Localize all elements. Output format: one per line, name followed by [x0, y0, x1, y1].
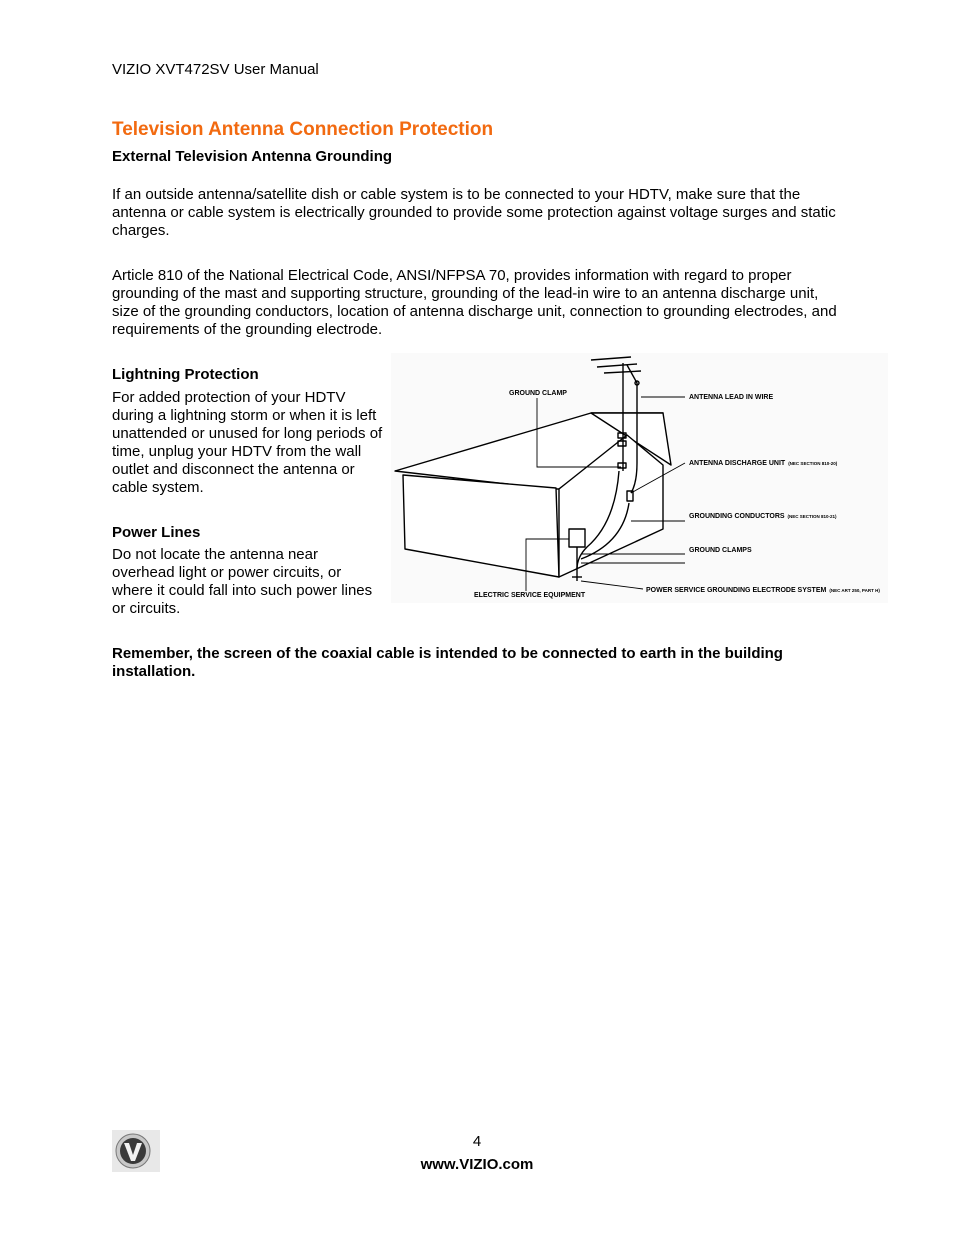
label-power-service-ref: (NEC ART 250, PART H): [829, 588, 880, 593]
paragraph-article-810: Article 810 of the National Electrical Code, ANSI/NFPSA 70, provides information with regard to proper grounding of the mast and supporting structure, grounding of the lead-in wire to an antenna discharge unit, size of the grounding conductors, location of antenna discharge unit, connection to grounding electrodes, and requirements of the grounding electrode.: [112, 267, 837, 338]
antenna-element-2: [597, 364, 637, 367]
antenna-element-1: [591, 357, 631, 360]
lightning-protection-text: For added protection of your HDTV during a lightning storm or when it is left unattended or unused for long periods of time, unplug your HDTV from the wall outlet and disconnect the antenna or cable system.: [112, 389, 383, 496]
page-header-title: VIZIO XVT472SV User Manual: [112, 61, 319, 78]
label-ground-clamps: GROUND CLAMPS: [689, 547, 752, 554]
footer-url-link[interactable]: www.VIZIO.com: [420, 1156, 534, 1173]
label-ground-clamp: GROUND CLAMP: [509, 390, 567, 397]
lightning-protection-heading: Lightning Protection: [112, 366, 259, 383]
leader-power-service: [581, 581, 643, 589]
electric-service-box: [569, 529, 585, 547]
label-grounding-conductors: [689, 513, 837, 520]
label-power-service-text: POWER SERVICE GROUNDING ELECTRODE SYSTEM: [646, 587, 827, 594]
label-grounding-conductors-ref: (NEC SECTION 810-21): [787, 514, 837, 519]
remember-note: Remember, the screen of the coaxial cable is intended to be connected to earth in the building installation.: [112, 645, 783, 680]
antenna-grounding-diagram: [391, 353, 888, 603]
section-title: Television Antenna Connection Protection: [112, 119, 494, 140]
label-electric-service: ELECTRIC SERVICE EQUIPMENT: [474, 592, 586, 599]
paragraph-grounding: If an outside antenna/satellite dish or cable system is to be connected to your HDTV, make sure that the antenna or cable system is electrically grounded to provide some protection against voltage surges and static charges.: [112, 186, 836, 239]
label-grounding-conductors-text: GROUNDING CONDUCTORS: [689, 513, 785, 520]
house-front-wall: [403, 475, 559, 577]
subsection-title: External Television Antenna Grounding: [112, 148, 393, 165]
label-discharge-unit-text: ANTENNA DISCHARGE UNIT: [689, 460, 786, 467]
power-lines-heading: Power Lines: [112, 524, 201, 541]
label-power-service: [646, 587, 880, 594]
label-discharge-unit: [689, 460, 838, 467]
power-lines-text: Do not locate the antenna near overhead light or power circuits, or where it could fall into such power lines or circuits.: [112, 546, 373, 617]
antenna-element-3: [604, 371, 641, 373]
diagram-svg: [391, 353, 888, 603]
label-antenna-lead: ANTENNA LEAD IN WIRE: [689, 394, 774, 401]
page-number: 4: [472, 1133, 482, 1150]
label-discharge-unit-ref: (NEC SECTION 810-20): [788, 461, 838, 466]
